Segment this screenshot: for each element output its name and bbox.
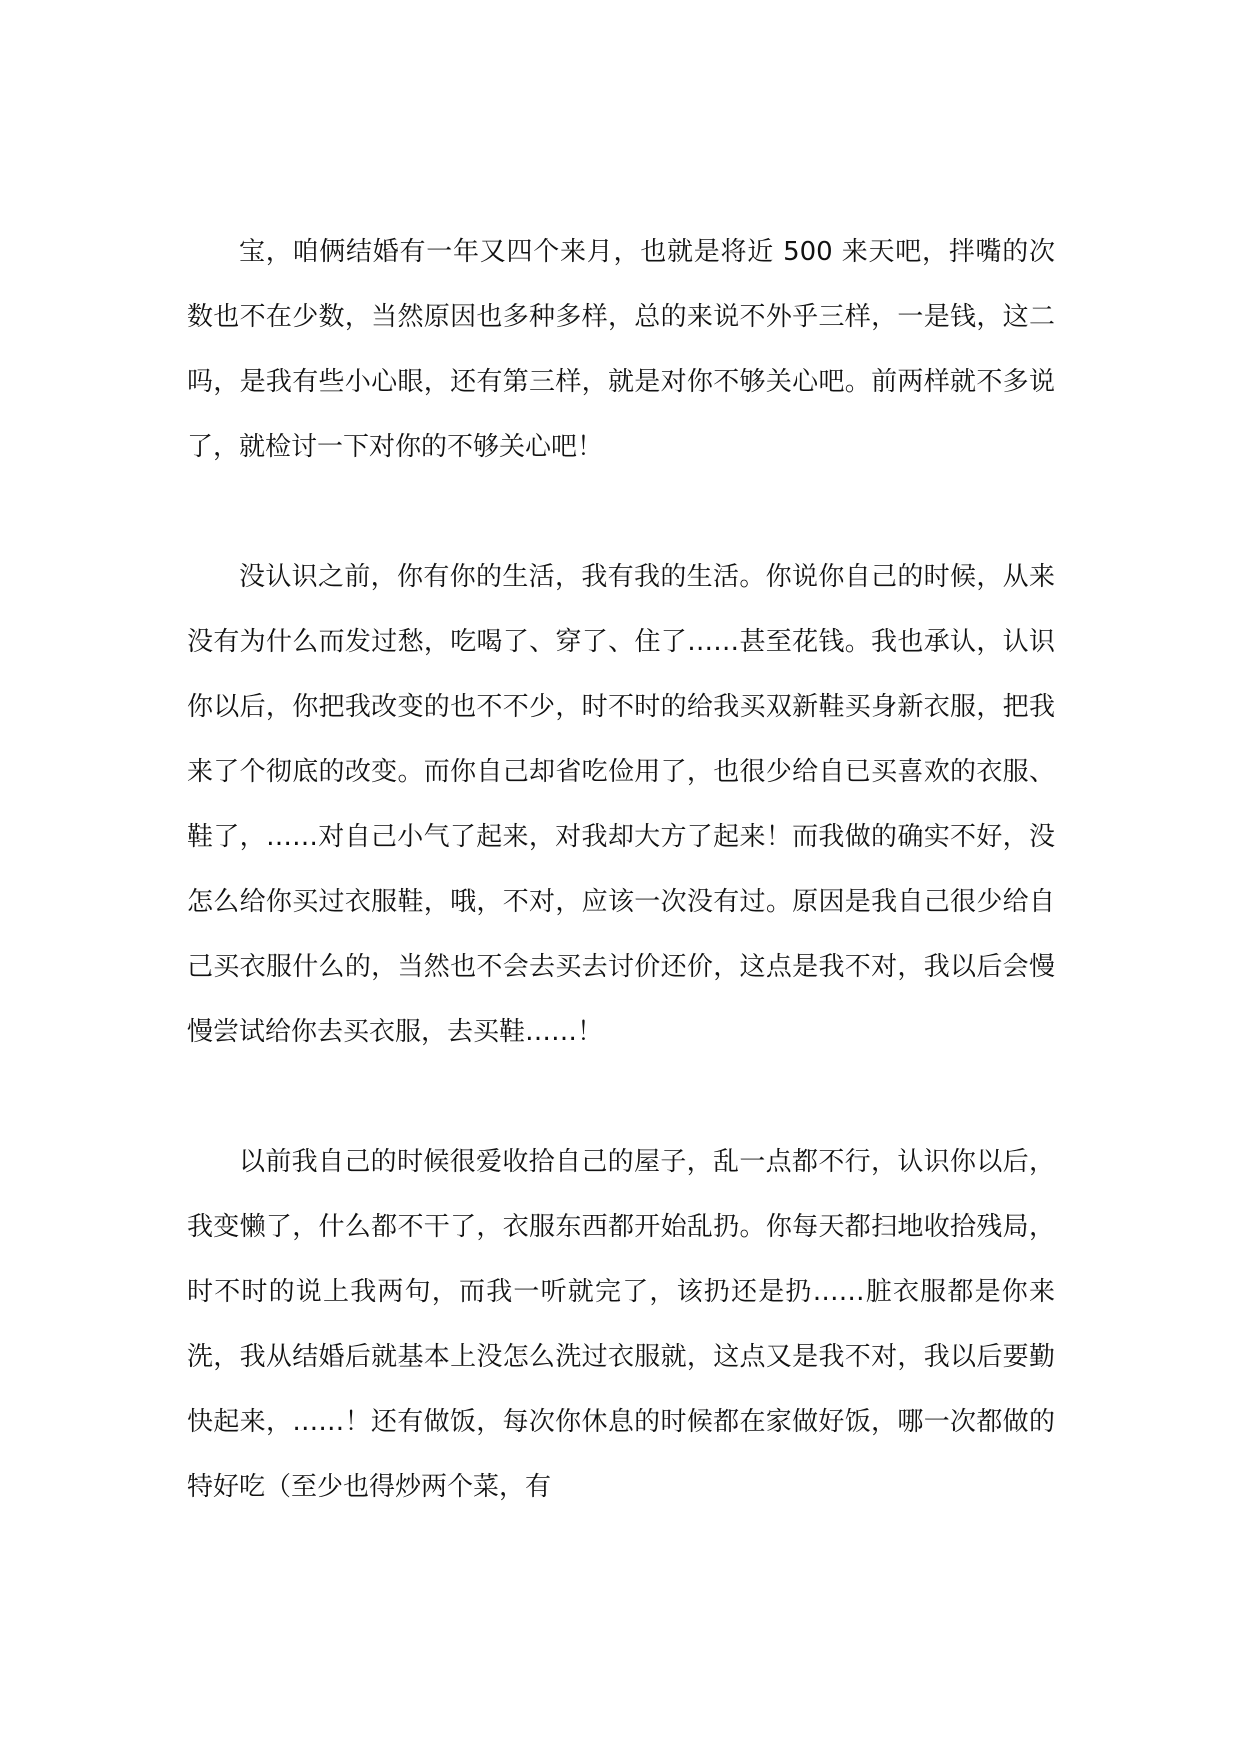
paragraph-2: 没认识之前，你有你的生活，我有我的生活。你说你自己的时候，从来没有为什么而发过愁，吃喝了、穿了、住了……甚至花钱。我也承认，认识你以后，你把我改变的也不不少，时不时的给我买双新鞋买身新衣服，把我来了个彻底的改变。而你自己却省吃俭用了，也很少给自已买喜欢的衣服、鞋了，……对自己小气了起来，对我却大方了起来！而我做的确实不好，没怎么给你买过衣服鞋，哦，不对，应该一次没有过。原因是我自己很少给自己买衣服什么的，当然也不会去买去讨价还价，这点是我不对，我以后会慢慢尝试给你去买衣服，去买鞋……！ — [187, 562, 1055, 1047]
paragraph-3: 以前我自己的时候很爱收拾自己的屋子，乱一点都不行，认识你以后，我变懒了，什么都不干了，衣服东西都开始乱扔。你每天都扫地收拾残局，时不时的说上我两句，而我一听就完了，该扔还是扔……脏衣服都是你来洗，我从结婚后就基本上没怎么洗过衣服就，这点又是我不对，我以后要勤快起来，……！还有做饭，每次你休息的时候都在家做好饭，哪一次都做的特好吃（至少也得炒两个菜，有 — [187, 1147, 1055, 1502]
paragraph-1: 宝，咱俩结婚有一年又四个来月，也就是将近 500 来天吧，拌嘴的次数也不在少数，当然原因也多种多样，总的来说不外乎三样，一是钱，这二吗，是我有些小心眼，还有第三样，就是对你不够关心吧。前两样就不多说了，就检讨一下对你的不够关心吧！ — [187, 237, 1055, 462]
document-body — [187, 220, 1055, 1520]
